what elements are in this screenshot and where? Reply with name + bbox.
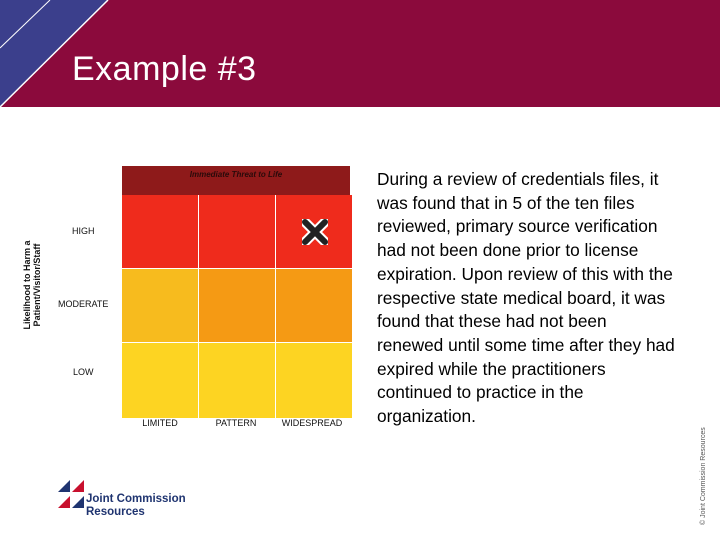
y-axis-label-line2: Patient/Visitor/Staff [32,243,42,327]
column-label-limited: LIMITED [142,418,178,428]
row-label-moderate: MODERATE [58,299,109,309]
row-label-high: HIGH [72,226,95,236]
x-mark-icon [302,219,328,245]
matrix-cell-high-limited [122,195,198,268]
column-label-widespread: WIDESPREAD [281,418,343,428]
jcr-logo-icon [58,480,86,510]
column-label-pattern: PATTERN [215,418,257,428]
matrix-cell-high-pattern [199,195,275,268]
matrix-grid [122,195,350,416]
matrix-header [122,166,350,195]
matrix-cell-moderate-widespread [276,269,352,342]
logo-wordmark [86,493,186,519]
logo-line1: Joint Commission [86,493,186,505]
slide-header-bar [0,0,720,107]
row-label-low: LOW [73,367,94,377]
matrix-cell-low-limited [122,343,198,418]
matrix-cell-low-widespread [276,343,352,418]
matrix-cell-high-widespread [276,195,352,268]
matrix-cell-low-pattern [199,343,275,418]
copyright-text: © Joint Commission Resources [700,427,707,525]
y-axis-label-line1: Likelihood to Harm a [22,240,32,330]
matrix-y-axis-label [22,220,42,350]
matrix-cell-moderate-pattern [199,269,275,342]
slide-body-text: During a review of credentials files, it was found that in 5 of the ten files reviewed, primary source verification had not been done prior to license expiration. Upon review of this with the respective state medical board, it was found that these had not been renewed until some time after they had expired while the practitioners continued to practice in the organization. [377,169,675,427]
matrix-cell-moderate-limited [122,269,198,342]
matrix-header-title: Immediate Threat to Life [189,170,283,179]
slide-title: Example #3 [72,50,257,88]
logo-line2: Resources [86,506,145,518]
